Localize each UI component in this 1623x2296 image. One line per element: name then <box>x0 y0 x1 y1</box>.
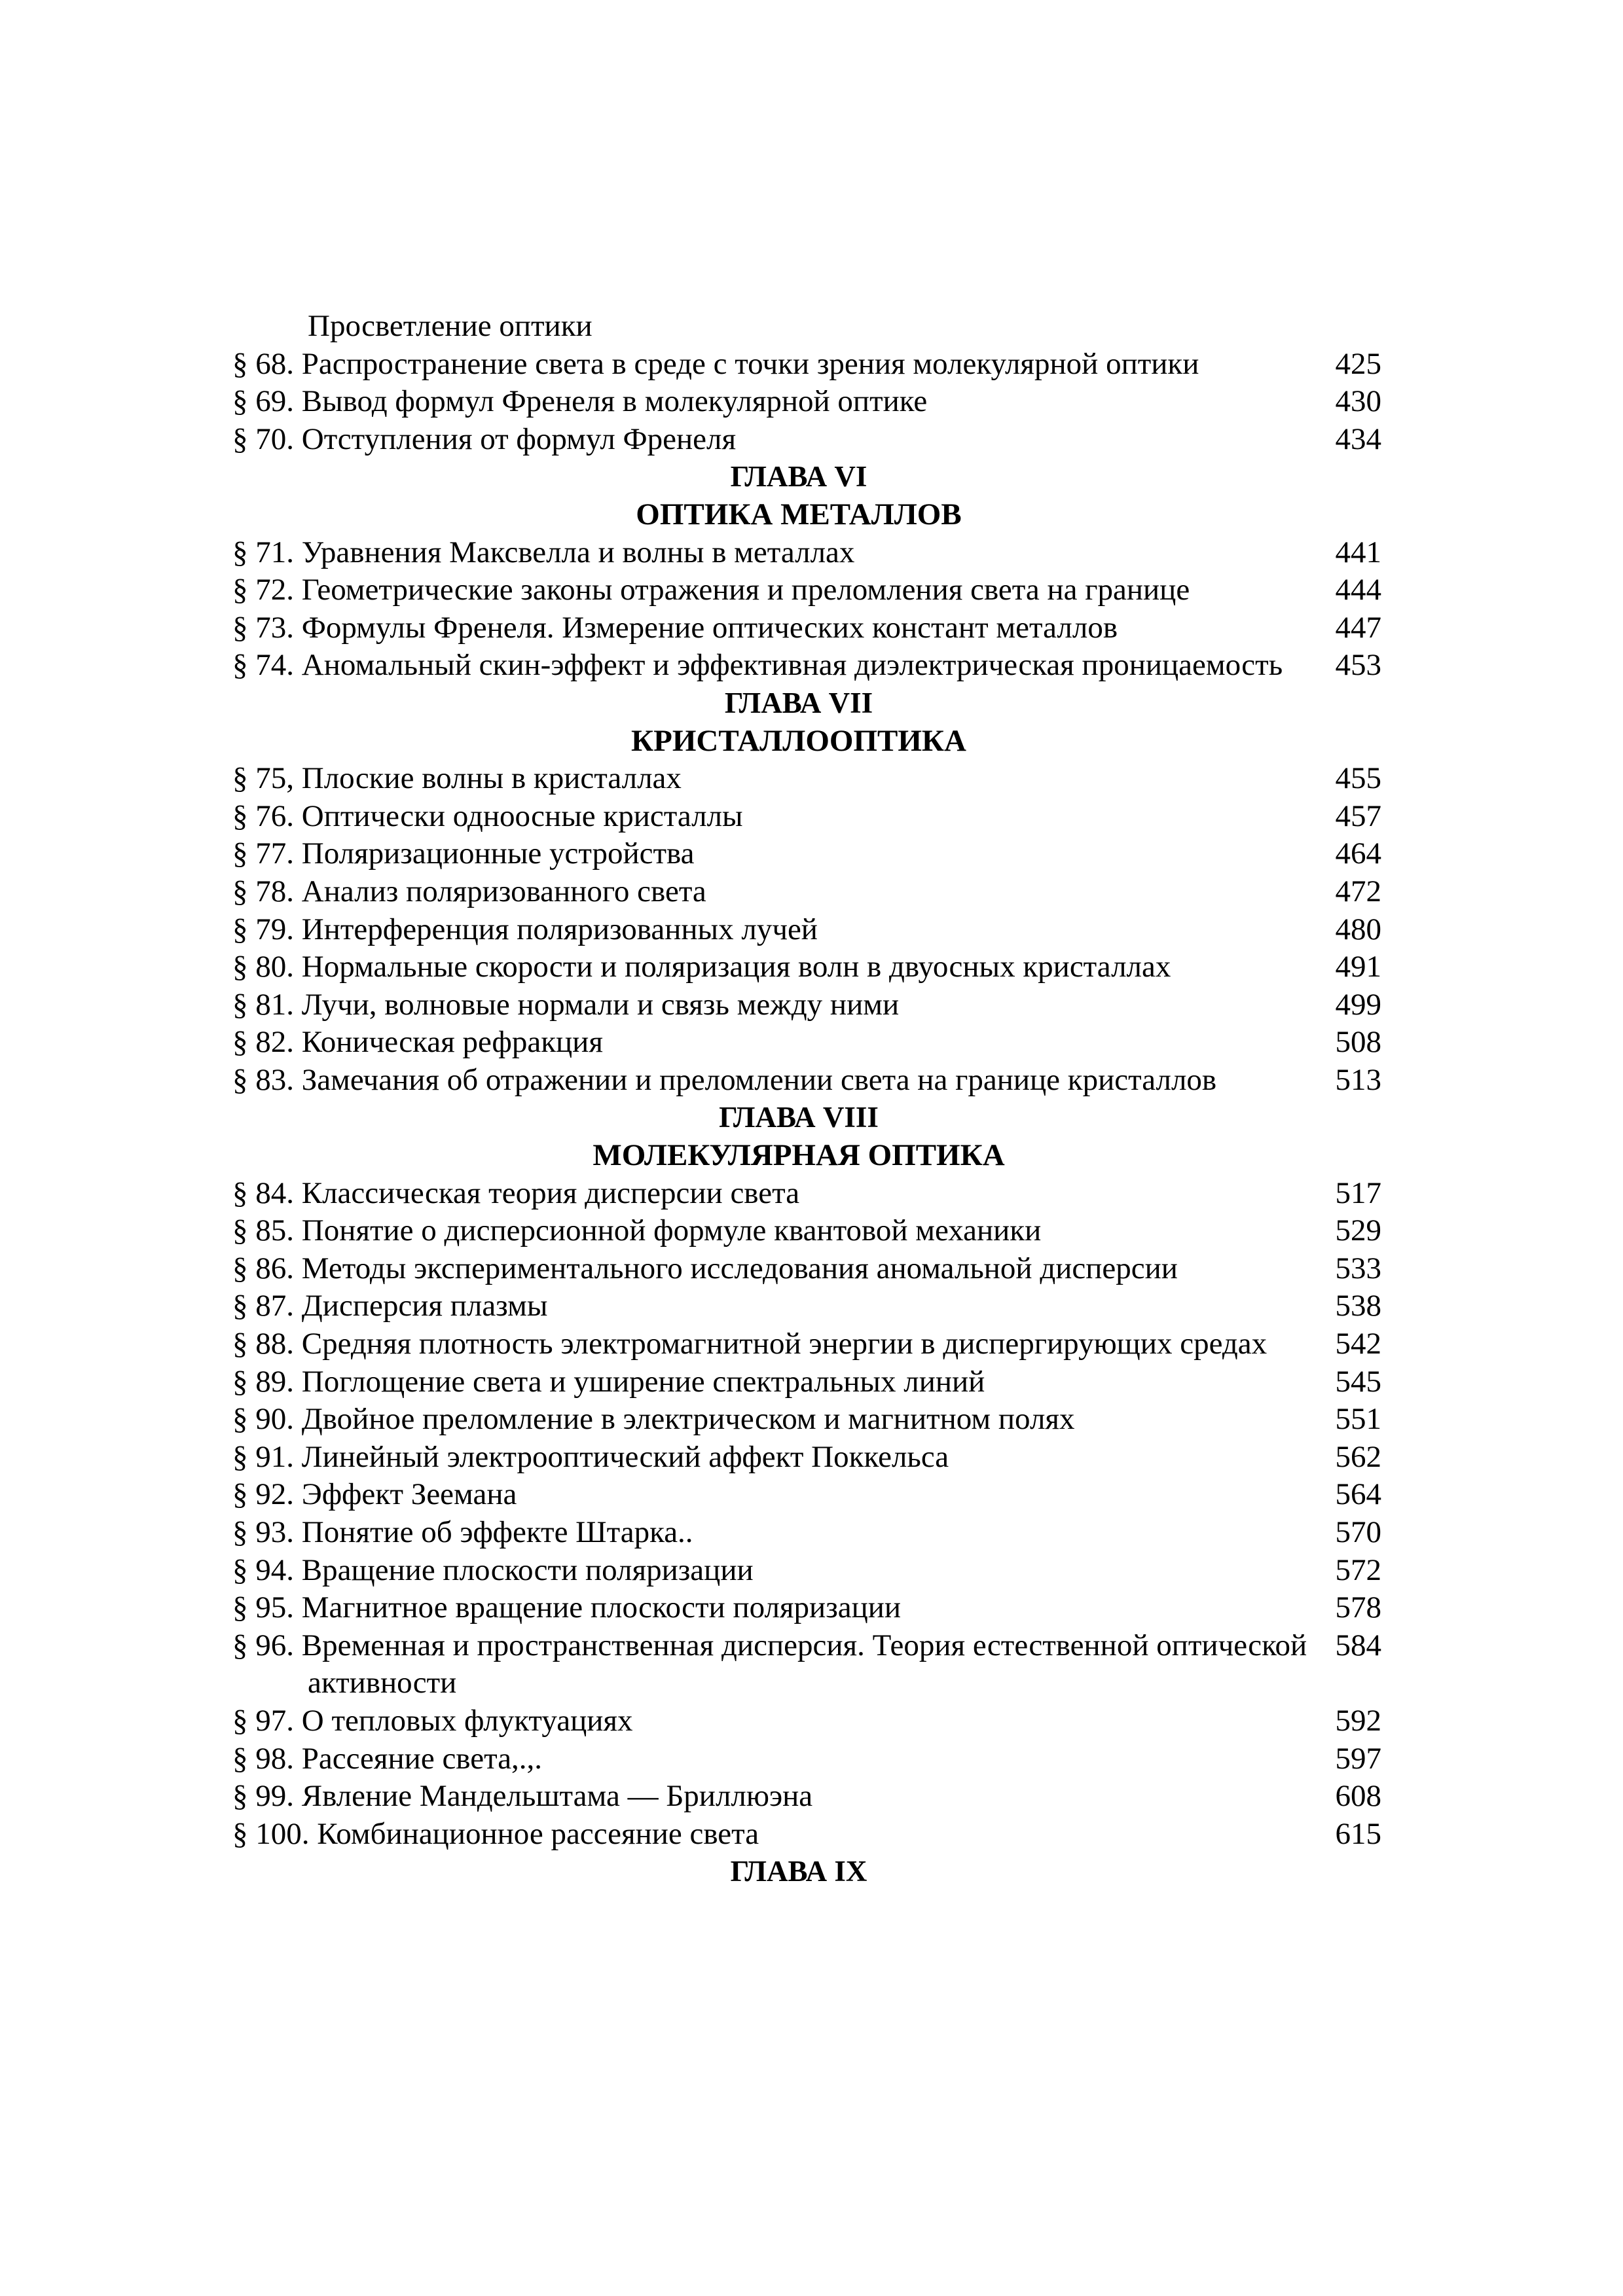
toc-entry-title: § 79. Интерференция поляризованных лучей <box>232 912 818 946</box>
toc-entry <box>232 1740 1381 1778</box>
toc-entry-title: § 76. Оптически одноосные кристаллы <box>232 798 743 833</box>
toc-entry-title: § 72. Геометрические законы отражения и преломления света на границе <box>232 573 1190 607</box>
toc-entry-page: 570 <box>1335 1515 1381 1549</box>
toc-entry <box>232 383 1381 421</box>
toc-entry-page: 542 <box>1335 1327 1381 1361</box>
toc-entry <box>232 1175 1381 1213</box>
toc-entry <box>232 986 1381 1024</box>
toc-entry-page: 597 <box>1335 1741 1381 1776</box>
toc-entry-title: § 88. Средняя плотность электромагнитной энергии в диспергирующих средах <box>232 1327 1267 1361</box>
toc-entry-title: § 71. Уравнения Максвелла и волны в металлах <box>232 535 855 569</box>
toc-entry <box>232 534 1381 572</box>
toc-entry-page: 425 <box>1335 346 1381 381</box>
toc-entry-page: 562 <box>1335 1439 1381 1474</box>
toc-entry <box>232 1363 1381 1401</box>
toc-entry <box>232 346 1381 384</box>
toc-entry-page: 491 <box>1335 950 1381 984</box>
toc-entry-title: § 93. Понятие об эффекте Штарка.. <box>232 1515 693 1549</box>
toc-entry-page: 434 <box>1335 422 1381 456</box>
toc-entry <box>232 421 1381 459</box>
toc-entry-title: § 100. Комбинационное рассеяние света <box>232 1816 759 1851</box>
toc-entry <box>232 609 1381 647</box>
chapter-heading: КРИСТАЛЛООПТИКА <box>631 723 966 758</box>
toc-entry <box>232 1702 1381 1740</box>
toc-entry-title: § 91. Линейный электрооптический аффект Поккельса <box>232 1439 949 1474</box>
toc-entry-page: 444 <box>1335 573 1381 607</box>
toc-entry-title: § 74. Аномальный скин-эффект и эффективная диэлектрическая проницаемость <box>232 648 1283 683</box>
toc-entry <box>232 571 1381 609</box>
toc-entry-title: § 69. Вывод формул Френеля в молекулярной оптике <box>232 384 928 419</box>
toc-entry <box>232 1062 1381 1100</box>
toc-entry-page: 480 <box>1335 912 1381 946</box>
toc-entry <box>232 1552 1381 1590</box>
toc-entry-page: 447 <box>1335 610 1381 645</box>
toc-entry-page: 513 <box>1335 1062 1381 1097</box>
toc-entry-title: § 96. Временная и пространственная дисперсия. Теория естественной оптической активности <box>232 1628 1307 1700</box>
toc-entry-title: § 77. Поляризационные устройства <box>232 836 695 871</box>
toc-entry <box>232 1476 1381 1514</box>
toc-entry <box>232 1024 1381 1062</box>
toc-entry-page: 538 <box>1335 1289 1381 1323</box>
chapter-heading: МОЛЕКУЛЯРНАЯ ОПТИКА <box>593 1138 1005 1173</box>
toc-entry-title: § 75, Плоские волны в кристаллах <box>232 761 682 796</box>
toc-entry-page: 472 <box>1335 874 1381 908</box>
toc-entry-title: § 85. Понятие о дисперсионной формуле квантовой механики <box>232 1213 1042 1248</box>
toc-entry-page: 508 <box>1335 1025 1381 1060</box>
toc-entry-title: § 90. Двойное преломление в электрическом и магнитном полях <box>232 1402 1075 1437</box>
toc-entry <box>232 1778 1381 1816</box>
toc-entry-title: § 73. Формулы Френеля. Измерение оптических констант металлов <box>232 610 1118 645</box>
toc-entry-page: 455 <box>1335 761 1381 796</box>
toc-entry-page: 551 <box>1335 1402 1381 1437</box>
toc-entry-page: 441 <box>1335 535 1381 569</box>
toc-entry-page: 457 <box>1335 798 1381 833</box>
chapter-number: ГЛАВА VIII <box>719 1101 879 1134</box>
chapter-heading: ОПТИКА МЕТАЛЛОВ <box>636 497 962 531</box>
toc-entry-title: § 98. Рассеяние света,.,. <box>232 1741 543 1776</box>
toc-entry <box>232 1514 1381 1552</box>
toc-entry-title: § 89. Поглощение света и уширение спектральных линий <box>232 1364 985 1399</box>
toc-entry-title: § 81. Лучи, волновые нормали и связь между ними <box>232 987 900 1022</box>
toc-entry-title: § 95. Магнитное вращение плоскости поляризации <box>232 1590 902 1625</box>
toc-entry <box>232 1325 1381 1363</box>
toc-entry <box>232 873 1381 911</box>
toc-entry <box>232 948 1381 986</box>
toc-entry-page: 592 <box>1335 1703 1381 1738</box>
toc-entry-page: 517 <box>1335 1175 1381 1210</box>
table-of-contents <box>232 308 1381 1891</box>
toc-entry-title: § 68. Распространение света в среде с точки зрения молекулярной оптики <box>232 346 1199 381</box>
toc-entry-page: 615 <box>1335 1816 1381 1851</box>
toc-entry-page: 529 <box>1335 1213 1381 1248</box>
toc-entry <box>232 1439 1381 1477</box>
toc-entry-title: § 84. Классическая теория дисперсии света <box>232 1175 800 1210</box>
chapter-number: ГЛАВА IX <box>730 1855 867 1888</box>
toc-entry-title: § 94. Вращение плоскости поляризации <box>232 1552 754 1587</box>
toc-entry-page: 564 <box>1335 1477 1381 1512</box>
chapter-number: ГЛАВА VII <box>724 686 873 719</box>
toc-entry <box>232 1250 1381 1288</box>
toc-entry <box>232 1401 1381 1439</box>
toc-entry <box>232 760 1381 798</box>
toc-entry <box>232 798 1381 836</box>
toc-entry-page: 453 <box>1335 648 1381 683</box>
toc-entry-page: 533 <box>1335 1251 1381 1285</box>
toc-lead-line: Просветление оптики <box>308 309 593 343</box>
toc-entry-title: § 82. Коническая рефракция <box>232 1025 603 1060</box>
toc-entry-page: 578 <box>1335 1590 1381 1625</box>
toc-entry <box>232 1816 1381 1854</box>
toc-entry-page: 430 <box>1335 384 1381 419</box>
toc-entry-title: § 87. Дисперсия плазмы <box>232 1289 548 1323</box>
toc-entry-title: § 92. Эффект Зеемана <box>232 1477 517 1512</box>
toc-entry <box>232 1627 1381 1702</box>
toc-entry <box>232 1287 1381 1325</box>
toc-entry-page: 572 <box>1335 1552 1381 1587</box>
toc-entry-page: 584 <box>1335 1628 1381 1662</box>
chapter-number: ГЛАВА VI <box>730 460 867 493</box>
toc-entry <box>232 647 1381 685</box>
toc-entry-title: § 97. О тепловых флуктуациях <box>232 1703 633 1738</box>
toc-entry-page: 499 <box>1335 987 1381 1022</box>
toc-entry-page: 545 <box>1335 1364 1381 1399</box>
toc-entry-title: § 70. Отступления от формул Френеля <box>232 422 737 456</box>
toc-entry-page: 608 <box>1335 1779 1381 1814</box>
toc-entry-title: § 78. Анализ поляризованного света <box>232 874 706 908</box>
toc-entry-title: § 80. Нормальные скорости и поляризация волн в двуосных кристаллах <box>232 950 1171 984</box>
toc-entry-title: § 86. Методы экспериментального исследования аномальной дисперсии <box>232 1251 1178 1285</box>
toc-entry <box>232 1589 1381 1627</box>
toc-entry <box>232 835 1381 873</box>
toc-entry-title: § 99. Явление Мандельштама — Бриллюэна <box>232 1779 813 1814</box>
toc-entry-title: § 83. Замечания об отражении и преломлении света на границе кристаллов <box>232 1062 1217 1097</box>
toc-entry <box>232 911 1381 949</box>
toc-entry-page: 464 <box>1335 836 1381 871</box>
toc-entry <box>232 1212 1381 1250</box>
